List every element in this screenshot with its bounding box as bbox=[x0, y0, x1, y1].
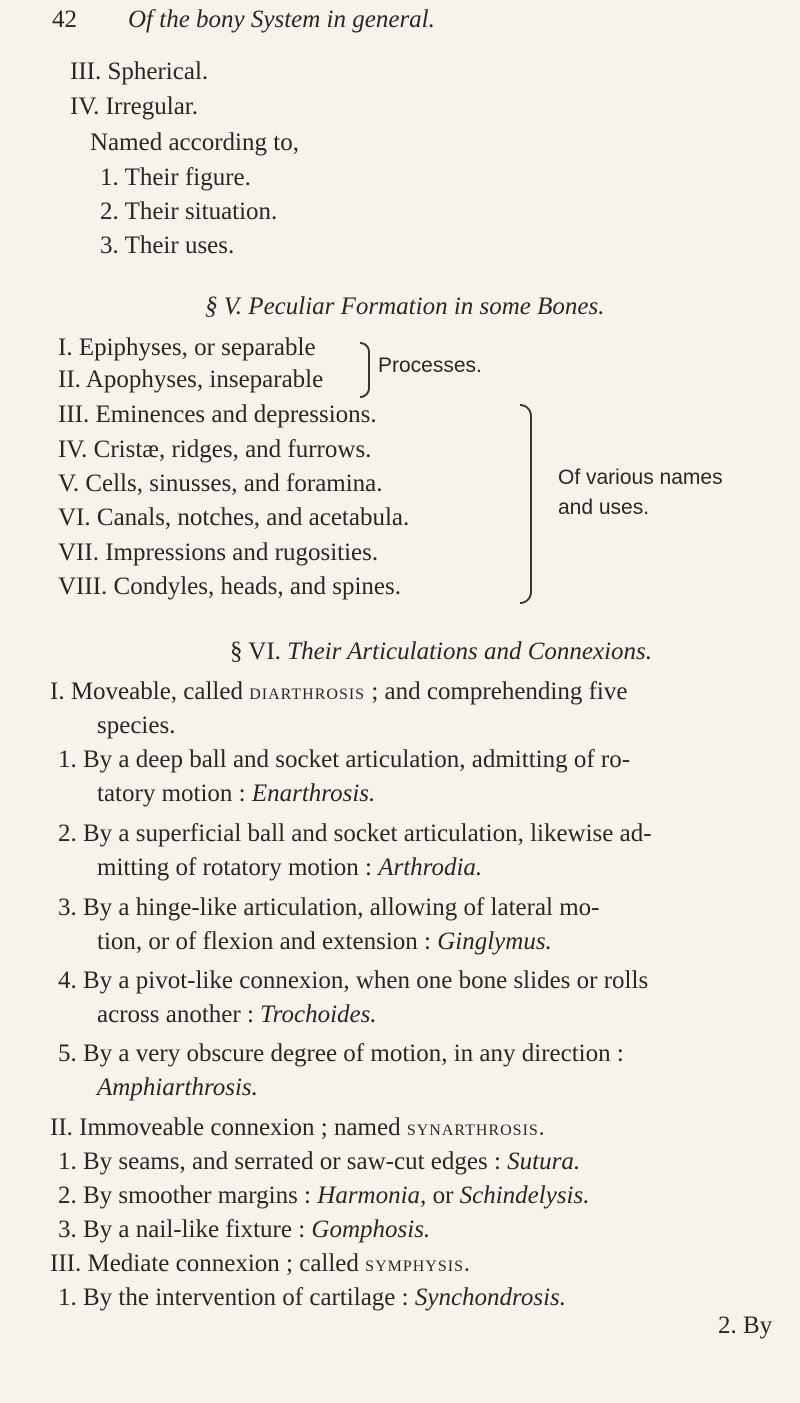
list-item: IV. Cristæ, ridges, and furrows. bbox=[58, 436, 372, 463]
list-item: 2. Their situation. bbox=[100, 198, 278, 225]
list-item: tatory motion : Enarthrosis. bbox=[97, 780, 376, 807]
list-item: VI. Canals, notches, and acetabula. bbox=[58, 504, 410, 531]
list-item: IV. Irregular. bbox=[70, 93, 198, 120]
section-heading: § VI. Their Articulations and Connexions. bbox=[230, 638, 653, 665]
list-item: 3. By a nail-like fixture : Gomphosis. bbox=[58, 1216, 431, 1243]
list-item: tion, or of flexion and extension : Ginglymus. bbox=[97, 928, 552, 955]
list-item: V. Cells, sinusses, and foramina. bbox=[58, 470, 383, 497]
running-title: Of the bony System in general. bbox=[128, 6, 435, 33]
various-label: and uses. bbox=[558, 496, 650, 519]
list-item: II. Apophyses, inseparable bbox=[58, 366, 324, 393]
list-item: Amphiarthrosis. bbox=[97, 1074, 258, 1101]
list-item: 3. By a hinge-like articulation, allowing of lateral mo- bbox=[58, 894, 600, 921]
paragraph-line: III. Mediate connexion ; called symphysis. bbox=[50, 1250, 471, 1277]
list-item: 1. By seams, and serrated or saw-cut edges : Sutura. bbox=[58, 1148, 581, 1175]
list-item: 4. By a pivot-like connexion, when one bone slides or rolls bbox=[58, 967, 649, 994]
named-intro: Named according to, bbox=[90, 129, 299, 156]
various-label: Of various names bbox=[558, 466, 723, 489]
page-number: 42 bbox=[52, 6, 77, 33]
list-item: 1. By the intervention of cartilage : Synchondrosis. bbox=[58, 1284, 566, 1311]
list-item: VIII. Condyles, heads, and spines. bbox=[58, 573, 401, 600]
paragraph-line: I. Moveable, called diarthrosis ; and comprehending five bbox=[50, 678, 628, 705]
paragraph-line: II. Immoveable connexion ; named synarthrosis. bbox=[50, 1114, 546, 1141]
list-item: I. Epiphyses, or separable bbox=[58, 334, 316, 361]
list-item: VII. Impressions and rugosities. bbox=[58, 539, 379, 566]
paragraph-line: species. bbox=[97, 712, 176, 739]
list-item: 1. By a deep ball and socket articulation, admitting of ro- bbox=[58, 746, 631, 773]
list-item: III. Spherical. bbox=[70, 58, 209, 85]
section-heading: § V. Peculiar Formation in some Bones. bbox=[205, 293, 605, 320]
list-item: 2. By smoother margins : Harmonia, or Schindelysis. bbox=[58, 1182, 590, 1209]
list-item: 2. By a superficial ball and socket articulation, likewise ad- bbox=[58, 820, 652, 847]
list-item: 3. Their uses. bbox=[100, 232, 235, 259]
catchword: 2. By bbox=[718, 1312, 773, 1339]
processes-label: Processes. bbox=[378, 354, 482, 377]
list-item: mitting of rotatory motion : Arthrodia. bbox=[97, 854, 483, 881]
list-item: across another : Trochoides. bbox=[97, 1001, 377, 1028]
list-item: 5. By a very obscure degree of motion, in any direction : bbox=[58, 1040, 624, 1067]
processes-brace bbox=[360, 342, 370, 398]
list-item: III. Eminences and depressions. bbox=[58, 401, 377, 428]
list-item: 1. Their figure. bbox=[100, 164, 251, 191]
various-brace bbox=[520, 404, 532, 604]
